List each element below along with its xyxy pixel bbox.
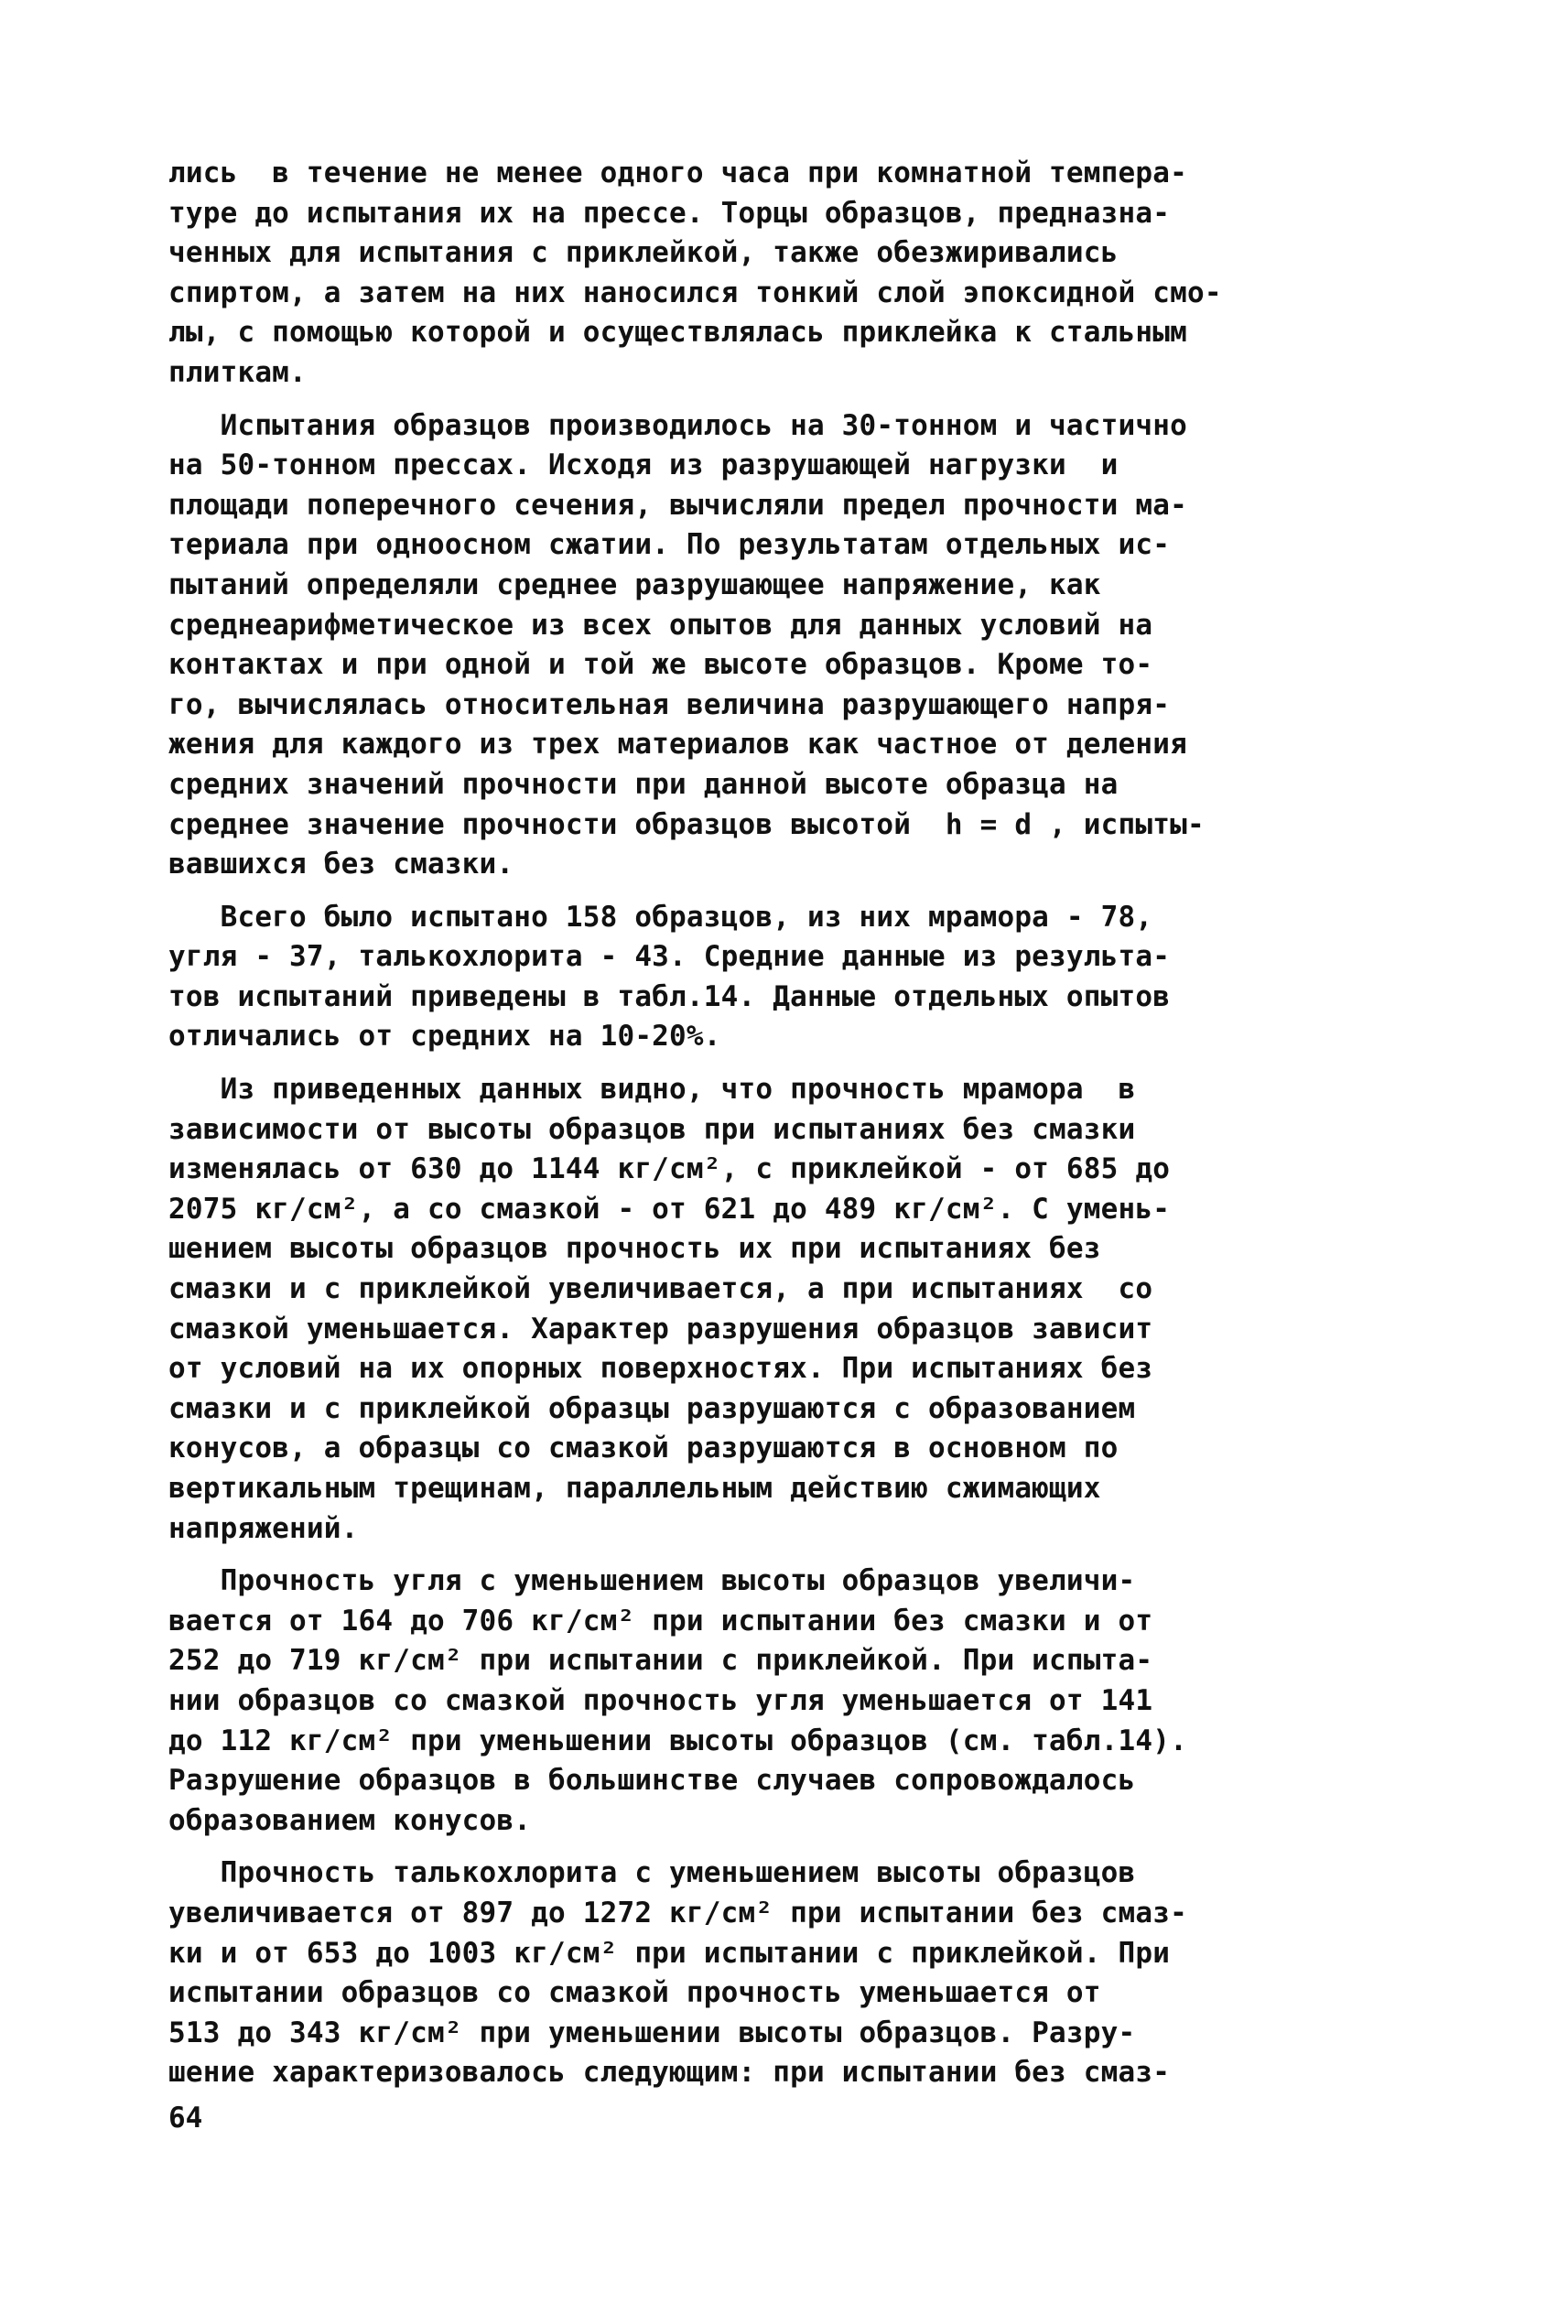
paragraph: [168, 406, 1422, 885]
text-line: вается от 164 до 706 кг/см² при испытании без смазки и от: [168, 1604, 1153, 1638]
text-line: туре до испытания их на прессе. Торцы образцов, предназна-: [168, 196, 1171, 230]
text-line: изменялась от 630 до 1144 кг/см², с приклейкой - от 685 до: [168, 1152, 1171, 1186]
paragraph: [168, 1070, 1422, 1549]
text-line: увеличивается от 897 до 1272 кг/см² при испытании без смаз-: [168, 1896, 1187, 1929]
text-line: Испытания образцов производилось на 30-тонном и частично: [168, 408, 1187, 442]
paragraph: [168, 1854, 1422, 2093]
text-line: 513 до 343 кг/см² при уменьшении высоты образцов. Разру-: [168, 2016, 1136, 2049]
body-text: [168, 154, 1422, 2106]
paragraph: [168, 154, 1422, 394]
text-line: пытаний определяли среднее разрушающее напряжение, как: [168, 567, 1101, 601]
text-line: Всего было испытано 158 образцов, из них мрамора - 78,: [168, 900, 1153, 934]
text-line: испытании образцов со смазкой прочность уменьшается от: [168, 1976, 1101, 2010]
text-line: лись в течение не менее одного часа при комнатной темпера-: [168, 157, 1187, 189]
text-line: ки и от 653 до 1003 кг/см² при испытании с приклейкой. При: [168, 1936, 1171, 1970]
text-line: смазки и с приклейкой увеличивается, а при испытаниях со: [168, 1272, 1153, 1306]
text-line: нии образцов со смазкой прочность угля уменьшается от 141: [168, 1683, 1153, 1717]
text-line: ченных для испытания с приклейкой, также обезжиривались: [168, 236, 1119, 270]
text-line: го, вычислялась относительная величина разрушающего напря-: [168, 687, 1171, 721]
text-line: Прочность талькохлорита с уменьшением высоты образцов: [168, 1856, 1136, 1890]
text-line: напряжений.: [168, 1511, 359, 1545]
text-line: на 50-тонном прессах. Исходя из разрушающей нагрузки и: [168, 449, 1119, 482]
text-line: средних значений прочности при данной высоте образца на: [168, 767, 1119, 801]
text-line: образованием конусов.: [168, 1803, 532, 1837]
paragraph: [168, 1562, 1422, 1841]
text-line: зависимости от высоты образцов при испытаниях без смазки: [168, 1112, 1136, 1146]
text-line: териала при одноосном сжатии. По результатам отдельных ис-: [168, 528, 1171, 562]
text-line: конусов, а образцы со смазкой разрушаются в основном по: [168, 1432, 1119, 1465]
text-line: Из приведенных данных видно, что прочность мрамора в: [168, 1073, 1136, 1107]
text-line: смазкой уменьшается. Характер разрушения образцов зависит: [168, 1312, 1153, 1346]
text-line: контактах и при одной и той же высоте образцов. Кроме то-: [168, 648, 1153, 682]
text-line: смазки и с приклейкой образцы разрушаются с образованием: [168, 1391, 1136, 1425]
text-line: Прочность угля с уменьшением высоты образцов увеличи-: [168, 1564, 1136, 1598]
text-line: лы, с помощью которой и осуществлялась приклейка к стальным: [168, 316, 1187, 350]
text-line: жения для каждого из трех материалов как частное от деления: [168, 728, 1187, 762]
text-line: вавшихся без смазки.: [168, 848, 514, 881]
text-line: шением высоты образцов прочность их при испытаниях без: [168, 1232, 1101, 1266]
text-line: 2075 кг/см², а со смазкой - от 621 до 489 кг/см². С умень-: [168, 1192, 1171, 1226]
text-line: среднее значение прочности образцов высотой h = d , испыты-: [168, 807, 1205, 841]
text-line: до 112 кг/см² при уменьшении высоты образцов (см. табл.14).: [168, 1724, 1187, 1757]
paragraph: [168, 898, 1422, 1057]
text-line: угля - 37, талькохлорита - 43. Средние данные из результа-: [168, 940, 1171, 974]
text-line: шение характеризовалось следующим: при испытании без смаз-: [168, 2056, 1171, 2090]
text-line: Разрушение образцов в большинстве случаев сопровождалось: [168, 1764, 1136, 1798]
text-line: отличались от средних на 10-20%.: [168, 1020, 721, 1054]
text-line: тов испытаний приведены в табл.14. Данные отдельных опытов: [168, 979, 1171, 1013]
text-line: площади поперечного сечения, вычисляли предел прочности ма-: [168, 488, 1187, 522]
text-line: 252 до 719 кг/см² при испытании с приклейкой. При испыта-: [168, 1644, 1153, 1678]
text-line: спиртом, а затем на них наносился тонкий слой эпоксидной смо-: [168, 276, 1222, 309]
text-line: от условий на их опорных поверхностях. При испытаниях без: [168, 1352, 1153, 1386]
page-number: 64: [168, 2102, 203, 2135]
text-line: среднеарифметическое из всех опытов для данных условий на: [168, 608, 1153, 642]
text-line: плиткам.: [168, 355, 307, 389]
text-line: вертикальным трещинам, параллельным действию сжимающих: [168, 1472, 1101, 1505]
